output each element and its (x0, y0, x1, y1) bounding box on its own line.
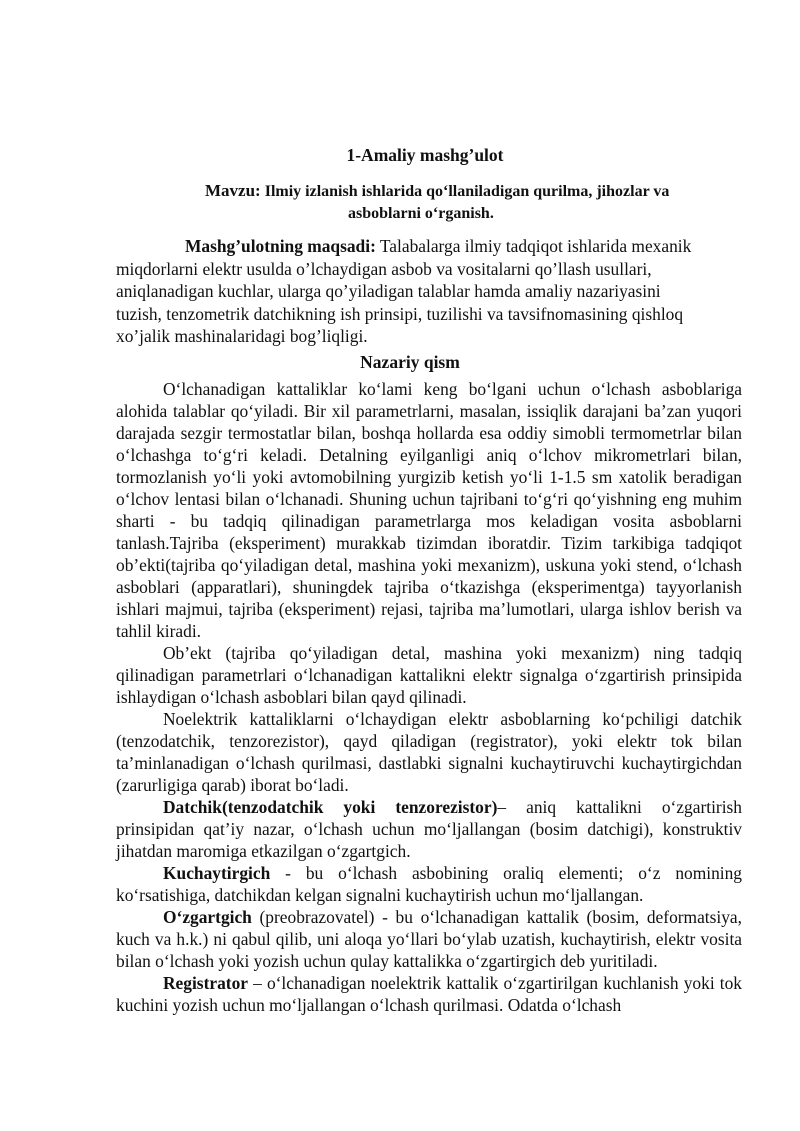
term-registrator: Registrator (163, 973, 248, 993)
paragraph-registrator (116, 972, 742, 1016)
topic-line-2: asboblarni o‘rganish. (348, 205, 494, 222)
topic-block (205, 180, 735, 225)
term-ozgartgich: O‘zgartgich (163, 907, 252, 927)
objective-line-3: aniqlanadigan kuchlar, ularga qo’yiladigan talablar hamda amaliy nazariyasini (116, 281, 661, 301)
objective-line-2: miqdorlarni elektr usulda o’lchaydigan asbob va vositalarni qo’llash usullari, (116, 258, 652, 279)
paragraph: Ob’ekt (tajriba qo‘yiladigan detal, mashina yoki mexanizm) ning tadqiq qilinadigan parametrlari o‘lchanadigan kattalikni elektr signalga o‘zgartirish prinsipida ishlaydigan o‘lchash asboblari bilan qayd qilinadi. (116, 643, 742, 707)
objective-line-1: Talabalarga ilmiy tadqiqot ishlarida mexanik (375, 236, 692, 256)
topic-label: Mavzu: (205, 181, 261, 200)
definition-datchik: – aniq kattalikni o‘zgartirish prinsipidan qat’iy nazar, o‘lchash uchun mo‘ljallangan (bosim datchigi), konstruktiv jihatdan maromiga etkazilgan o‘zgartgich. (116, 797, 742, 861)
paragraph: Noelektrik kattaliklarni o‘lchaydigan elektr asboblarning ko‘pchiligi datchik (tenzodatchik, tenzorezistor), qayd qiladigan (registrator), yoki elektr tok bilan ta’minlanadigan o‘lchash qurilmasi, dastlabki signalni kuchaytiruvchi kuchaytirgichdan (zarurligiga qarab) iborat bo‘ladi. (116, 709, 742, 795)
body-text (116, 378, 742, 1016)
objective-line-4: tuzish, tenzometrik datchikning ish prinsipi, tuzilishi va tavsifnomasining qishloq (116, 303, 684, 324)
term-kuchaytirgich: Kuchaytirgich (163, 863, 271, 883)
section-title: Nazariy qism (360, 352, 460, 372)
term-datchik: Datchik(tenzodatchik yoki tenzorezistor) (163, 797, 498, 817)
paragraph-datchik (116, 796, 742, 862)
objective-block (116, 235, 746, 348)
objective-line-5: xo’jalik mashinalaridagi bog’liqligi. (116, 326, 368, 346)
page-title: 1-Amaliy mashg’ulot (346, 145, 504, 165)
definition-registrator: – o‘lchanadigan noelektrik kattalik o‘zgartirilgan kuchlanish yoki tok kuchini yozish uchun mo‘ljallangan o‘lchash qurilmasi. Odatda o‘lchash (116, 973, 742, 1015)
objective-label: Mashg’ulotning maqsadi: (185, 236, 376, 256)
paragraph-ozgartgich (116, 906, 742, 972)
paragraph-kuchaytirgich (116, 862, 742, 906)
definition-ozgartgich: (preobrazovatel) - bu o‘lchanadigan kattalik (bosim, deformatsiya, kuch va h.k.) ni qabul qilib, uni aloqa yo‘llari bo‘ylab uzatish, kuchaytirish, elektr vosita bilan o‘lchash yoki yozish uchun qulay kattalikka o‘zgartirgich deb yuritiladi. (116, 907, 742, 971)
definition-kuchaytirgich: - bu o‘lchash asbobining oraliq elementi; o‘z nomining ko‘rsatishiga, datchikdan kelgan signalni kuchaytirish uchun mo‘ljallangan. (116, 863, 742, 905)
paragraph: O‘lchanadigan kattaliklar ko‘lami keng bo‘lgani uchun o‘lchash asboblariga alohida talablar qo‘yiladi. Bir xil parametrlarni, masalan, issiqlik darajani ba’zan yuqori darajada sezgir termostatlar bilan, boshqa hollarda esa oddiy simobli termometrlar bilan o‘lchashga to‘g‘ri keladi. Detalning eyilganligi aniq o‘lchov mikrometrlari bilan, tormozlanish yo‘li yoki avtomobilning yurgizib ketish yo‘li 1-1.5 sm xatolik beradigan o‘lchov lentasi bilan o‘lchanadi. Shuning uchun tajribani to‘g‘ri qo‘yishning eng muhim sharti - bu tadqiq qilinadigan parametrlarga mos keladigan vosita asboblarni tanlash.Tajriba (eksperiment) murakkab tizimdan iboratdir. Tizim tarkibiga tadqiqot ob’ekti(tajriba qo‘yiladigan detal, mashina yoki mexanizm), uskuna yoki stend, o‘lchash asboblari (apparatlari), shuningdek tajriba o‘tkazishga (eksperimentga) tayyorlanish ishlari majmui, tajriba (eksperiment) rejasi, tajriba ma’lumotlari, ularga ishlov berish va tahlil kiradi. (116, 379, 742, 641)
topic-line-1: Ilmiy izlanish ishlarida qo‘llaniladigan qurilma, jihozlar va (260, 183, 670, 200)
